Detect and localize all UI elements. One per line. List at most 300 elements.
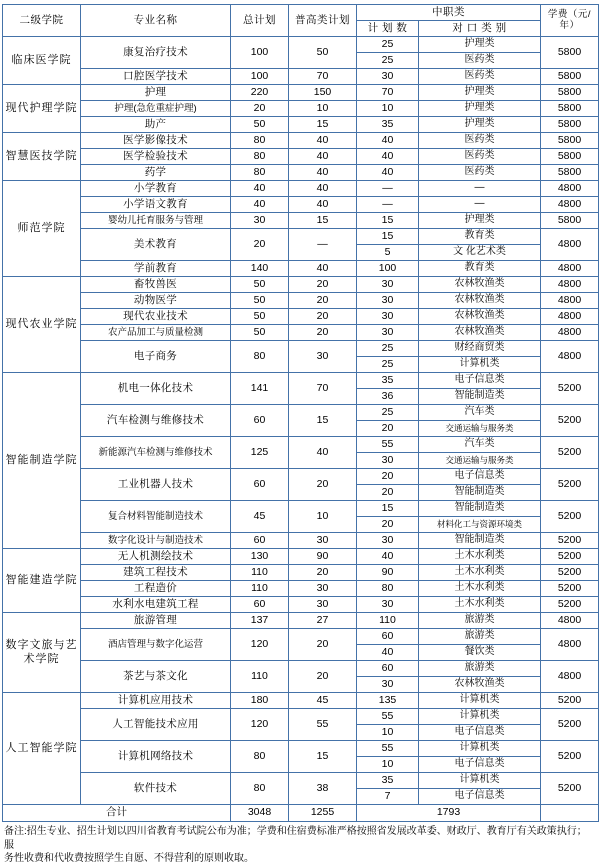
total-plan: 80	[231, 165, 289, 181]
table-row	[3, 549, 599, 565]
tuition-fee: 4800	[541, 341, 599, 373]
tuition-fee: 5200	[541, 565, 599, 581]
total-plan: 30	[231, 213, 289, 229]
vocational-plan: 35	[357, 373, 419, 389]
major-name: 水利水电建筑工程	[81, 597, 231, 613]
vocational-plan: 135	[357, 693, 419, 709]
table-footer	[3, 805, 599, 822]
total-plan-value: 3048	[231, 805, 289, 822]
total-plan: 40	[231, 197, 289, 213]
table-row	[3, 325, 599, 341]
vocational-type: 交通运输与服务类	[419, 453, 541, 469]
general-plan: 10	[289, 501, 357, 533]
tuition-fee: 5800	[541, 165, 599, 181]
vocational-type: 餐饮类	[419, 645, 541, 661]
enrollment-plan-table	[2, 4, 599, 822]
tuition-fee: 5200	[541, 469, 599, 501]
total-plan: 110	[231, 581, 289, 597]
vocational-type: 计算机类	[419, 709, 541, 725]
vocational-plan: 40	[357, 165, 419, 181]
vocational-type: 旅游类	[419, 629, 541, 645]
vocational-plan: 7	[357, 789, 419, 805]
vocational-type: 汽车类	[419, 405, 541, 421]
general-plan: 30	[289, 597, 357, 613]
vocational-type: —	[419, 197, 541, 213]
tuition-fee: 5200	[541, 773, 599, 805]
general-plan: 15	[289, 741, 357, 773]
general-plan: 90	[289, 549, 357, 565]
vocational-plan: 60	[357, 629, 419, 645]
general-plan: 40	[289, 165, 357, 181]
vocational-plan: 25	[357, 357, 419, 373]
vocational-type: 电子信息类	[419, 725, 541, 741]
general-plan: —	[289, 229, 357, 261]
vocational-type: 护理类	[419, 117, 541, 133]
vocational-type: 计算机类	[419, 773, 541, 789]
vocational-plan: 90	[357, 565, 419, 581]
vocational-type: 医药类	[419, 149, 541, 165]
vocational-plan: 40	[357, 549, 419, 565]
table-row	[3, 277, 599, 293]
vocational-type: 文 化艺术类	[419, 245, 541, 261]
table-row	[3, 533, 599, 549]
table-header	[3, 5, 599, 37]
major-name: 工程造价	[81, 581, 231, 597]
vocational-plan: 40	[357, 133, 419, 149]
footnote-line-2: 务性收费和代收费按照学生自愿、不得营利的原则收取。	[4, 853, 254, 864]
vocational-plan: 30	[357, 69, 419, 85]
general-plan: 40	[289, 181, 357, 197]
vocational-plan: 10	[357, 725, 419, 741]
vocational-type: 材料化工与资源环境类	[419, 517, 541, 533]
vocational-type: 计算机类	[419, 357, 541, 373]
table-row	[3, 181, 599, 197]
tuition-fee: 5200	[541, 405, 599, 437]
general-plan: 15	[289, 213, 357, 229]
total-plan: 40	[231, 181, 289, 197]
total-plan: 137	[231, 613, 289, 629]
tuition-fee: 4800	[541, 197, 599, 213]
general-plan: 20	[289, 661, 357, 693]
major-name: 医学影像技术	[81, 133, 231, 149]
major-name: 小学语文教育	[81, 197, 231, 213]
tuition-fee: 5800	[541, 213, 599, 229]
vocational-type: 电子信息类	[419, 757, 541, 773]
vocational-type: 农林牧渔类	[419, 677, 541, 693]
total-plan: 100	[231, 69, 289, 85]
table-row	[3, 341, 599, 357]
vocational-plan: 15	[357, 213, 419, 229]
tuition-fee: 5200	[541, 709, 599, 741]
general-plan: 10	[289, 101, 357, 117]
vocational-type: 电子信息类	[419, 469, 541, 485]
general-plan: 20	[289, 325, 357, 341]
general-plan: 20	[289, 293, 357, 309]
vocational-type: 护理类	[419, 37, 541, 53]
vocational-plan: 30	[357, 677, 419, 693]
major-name: 计算机网络技术	[81, 741, 231, 773]
vocational-plan: 100	[357, 261, 419, 277]
vocational-type: 旅游类	[419, 613, 541, 629]
vocational-type: 智能制造类	[419, 389, 541, 405]
total-plan: 100	[231, 37, 289, 69]
vocational-type: 护理类	[419, 85, 541, 101]
general-plan: 150	[289, 85, 357, 101]
vocational-type: 教育类	[419, 261, 541, 277]
vocational-type: 土木水利类	[419, 597, 541, 613]
vocational-plan: —	[357, 181, 419, 197]
tuition-fee: 5800	[541, 101, 599, 117]
general-plan: 27	[289, 613, 357, 629]
general-plan: 55	[289, 709, 357, 741]
table-row	[3, 629, 599, 645]
vocational-plan: 80	[357, 581, 419, 597]
vocational-plan: 15	[357, 501, 419, 517]
college-name: 人工智能学院	[3, 693, 81, 805]
college-name: 智慧医技学院	[3, 133, 81, 181]
table-row	[3, 613, 599, 629]
vocational-type: 农林牧渔类	[419, 309, 541, 325]
vocational-plan: 20	[357, 485, 419, 501]
vocational-plan: 55	[357, 709, 419, 725]
table-row	[3, 773, 599, 789]
total-plan: 50	[231, 277, 289, 293]
table-row	[3, 37, 599, 53]
vocational-plan: 30	[357, 293, 419, 309]
general-plan: 40	[289, 149, 357, 165]
total-plan: 60	[231, 533, 289, 549]
college-name: 师范学院	[3, 181, 81, 277]
table-row	[3, 101, 599, 117]
vocational-plan: 70	[357, 85, 419, 101]
table-row	[3, 405, 599, 421]
header-general-plan: 普高类计划	[289, 5, 357, 37]
tuition-fee: 5200	[541, 501, 599, 533]
general-plan: 30	[289, 533, 357, 549]
total-plan: 141	[231, 373, 289, 405]
vocational-type: 智能制造类	[419, 501, 541, 517]
vocational-type: 农林牧渔类	[419, 293, 541, 309]
tuition-fee: 5200	[541, 437, 599, 469]
vocational-plan: 25	[357, 53, 419, 69]
total-general-value: 1255	[289, 805, 357, 822]
college-name: 智能制造学院	[3, 373, 81, 549]
general-plan: 20	[289, 565, 357, 581]
vocational-type: 财经商贸类	[419, 341, 541, 357]
total-plan: 80	[231, 149, 289, 165]
tuition-fee: 4800	[541, 293, 599, 309]
vocational-plan: 110	[357, 613, 419, 629]
major-name: 康复治疗技术	[81, 37, 231, 69]
total-plan: 20	[231, 229, 289, 261]
major-name: 建筑工程技术	[81, 565, 231, 581]
tuition-fee: 5200	[541, 693, 599, 709]
table-row	[3, 709, 599, 725]
vocational-plan: 30	[357, 453, 419, 469]
table-row	[3, 469, 599, 485]
vocational-plan: 35	[357, 117, 419, 133]
total-plan: 60	[231, 405, 289, 437]
vocational-type: 护理类	[419, 213, 541, 229]
vocational-plan: 60	[357, 661, 419, 677]
table-row	[3, 149, 599, 165]
total-plan: 130	[231, 549, 289, 565]
vocational-plan: 20	[357, 517, 419, 533]
general-plan: 15	[289, 117, 357, 133]
major-name: 小学教育	[81, 181, 231, 197]
vocational-plan: 10	[357, 757, 419, 773]
major-name: 软件技术	[81, 773, 231, 805]
major-name: 新能源汽车检测与维修技术	[81, 437, 231, 469]
college-name: 现代护理学院	[3, 85, 81, 133]
vocational-type: 土木水利类	[419, 565, 541, 581]
table-row	[3, 693, 599, 709]
major-name: 茶艺与茶文化	[81, 661, 231, 693]
major-name: 美术教育	[81, 229, 231, 261]
table-row	[3, 741, 599, 757]
tuition-fee: 4800	[541, 229, 599, 261]
vocational-plan: 30	[357, 597, 419, 613]
vocational-type: 汽车类	[419, 437, 541, 453]
tuition-fee: 5800	[541, 117, 599, 133]
table-row	[3, 437, 599, 453]
header-vocational-type: 对 口 类 别	[419, 21, 541, 37]
table-body	[3, 37, 599, 805]
total-vocational-value: 1793	[357, 805, 541, 822]
major-name: 工业机器人技术	[81, 469, 231, 501]
table-row	[3, 117, 599, 133]
table-row	[3, 69, 599, 85]
total-plan: 50	[231, 309, 289, 325]
vocational-plan: 36	[357, 389, 419, 405]
vocational-type: 医药类	[419, 165, 541, 181]
table-row	[3, 661, 599, 677]
table-row	[3, 229, 599, 245]
header-major: 专业名称	[81, 5, 231, 37]
vocational-type: 医药类	[419, 53, 541, 69]
tuition-fee: 5800	[541, 69, 599, 85]
total-plan: 110	[231, 565, 289, 581]
vocational-type: 护理类	[419, 101, 541, 117]
tuition-fee: 5800	[541, 149, 599, 165]
general-plan: 40	[289, 437, 357, 469]
header-fee: 学费（元/年）	[541, 5, 599, 37]
table-row	[3, 213, 599, 229]
major-name: 畜牧兽医	[81, 277, 231, 293]
total-fee-blank	[541, 805, 599, 822]
major-name: 现代农业技术	[81, 309, 231, 325]
vocational-type: 计算机类	[419, 693, 541, 709]
total-plan: 80	[231, 133, 289, 149]
tuition-fee: 5800	[541, 37, 599, 69]
table-row	[3, 565, 599, 581]
total-plan: 60	[231, 597, 289, 613]
tuition-fee: 5200	[541, 549, 599, 565]
total-plan: 220	[231, 85, 289, 101]
vocational-plan: 55	[357, 741, 419, 757]
major-name: 数字化设计与制造技术	[81, 533, 231, 549]
total-plan: 140	[231, 261, 289, 277]
footnote-line-1: 备注:招生专业、招生计划以四川省教育考试院公布为准；学费和住宿费标准严格按照省发展改革委、财政厅、教育厅有关政策执行；服	[4, 826, 587, 851]
total-plan: 50	[231, 117, 289, 133]
total-label: 合计	[3, 805, 231, 822]
vocational-plan: 20	[357, 469, 419, 485]
total-plan: 180	[231, 693, 289, 709]
vocational-plan: 55	[357, 437, 419, 453]
header-total-plan: 总计划	[231, 5, 289, 37]
tuition-fee: 4800	[541, 181, 599, 197]
vocational-plan: 30	[357, 309, 419, 325]
vocational-type: 土木水利类	[419, 549, 541, 565]
major-name: 酒店管理与数字化运营	[81, 629, 231, 661]
vocational-plan: 25	[357, 341, 419, 357]
tuition-fee: 5200	[541, 741, 599, 773]
tuition-fee: 5200	[541, 597, 599, 613]
total-plan: 125	[231, 437, 289, 469]
table-row	[3, 197, 599, 213]
header-vocational-group: 中职类	[357, 5, 541, 21]
major-name: 计算机应用技术	[81, 693, 231, 709]
total-plan: 80	[231, 341, 289, 373]
general-plan: 20	[289, 277, 357, 293]
table-row	[3, 309, 599, 325]
table-row	[3, 373, 599, 389]
table-row	[3, 501, 599, 517]
vocational-type: 电子信息类	[419, 373, 541, 389]
vocational-plan: 30	[357, 533, 419, 549]
major-name: 护理	[81, 85, 231, 101]
vocational-plan: 10	[357, 101, 419, 117]
general-plan: 50	[289, 37, 357, 69]
vocational-plan: 40	[357, 645, 419, 661]
major-name: 电子商务	[81, 341, 231, 373]
tuition-fee: 4800	[541, 325, 599, 341]
general-plan: 70	[289, 373, 357, 405]
vocational-plan: 15	[357, 229, 419, 245]
general-plan: 70	[289, 69, 357, 85]
major-name: 医学检验技术	[81, 149, 231, 165]
tuition-fee: 5800	[541, 85, 599, 101]
tuition-fee: 5200	[541, 533, 599, 549]
total-plan: 120	[231, 629, 289, 661]
vocational-type: 农林牧渔类	[419, 325, 541, 341]
table-row	[3, 85, 599, 101]
major-name: 口腔医学技术	[81, 69, 231, 85]
table-row	[3, 597, 599, 613]
vocational-type: 智能制造类	[419, 485, 541, 501]
major-name: 动物医学	[81, 293, 231, 309]
vocational-type: —	[419, 181, 541, 197]
major-name: 汽车检测与维修技术	[81, 405, 231, 437]
vocational-plan: 20	[357, 421, 419, 437]
general-plan: 20	[289, 469, 357, 501]
major-name: 药学	[81, 165, 231, 181]
vocational-type: 旅游类	[419, 661, 541, 677]
total-plan: 80	[231, 741, 289, 773]
table-row	[3, 133, 599, 149]
vocational-type: 土木水利类	[419, 581, 541, 597]
general-plan: 20	[289, 309, 357, 325]
header-row-1	[3, 5, 599, 21]
total-plan: 45	[231, 501, 289, 533]
total-plan: 110	[231, 661, 289, 693]
tuition-fee: 4800	[541, 661, 599, 693]
tuition-fee: 5200	[541, 373, 599, 405]
major-name: 机电一体化技术	[81, 373, 231, 405]
vocational-plan: 25	[357, 37, 419, 53]
total-plan: 20	[231, 101, 289, 117]
vocational-type: 交通运输与服务类	[419, 421, 541, 437]
vocational-type: 计算机类	[419, 741, 541, 757]
general-plan: 30	[289, 581, 357, 597]
tuition-fee: 5200	[541, 581, 599, 597]
major-name: 学前教育	[81, 261, 231, 277]
tuition-fee: 4800	[541, 613, 599, 629]
major-name: 旅游管理	[81, 613, 231, 629]
vocational-plan: 30	[357, 277, 419, 293]
vocational-type: 农林牧渔类	[419, 277, 541, 293]
general-plan: 40	[289, 197, 357, 213]
major-name: 护理(急危重症护理)	[81, 101, 231, 117]
vocational-type: 电子信息类	[419, 789, 541, 805]
header-vocational-plan: 计 划 数	[357, 21, 419, 37]
table-row	[3, 293, 599, 309]
general-plan: 30	[289, 341, 357, 373]
vocational-type: 智能制造类	[419, 533, 541, 549]
vocational-plan: 35	[357, 773, 419, 789]
tuition-fee: 4800	[541, 309, 599, 325]
vocational-type: 医药类	[419, 133, 541, 149]
major-name: 无人机测绘技术	[81, 549, 231, 565]
total-plan: 80	[231, 773, 289, 805]
tuition-fee: 4800	[541, 629, 599, 661]
general-plan: 20	[289, 629, 357, 661]
vocational-plan: —	[357, 197, 419, 213]
vocational-plan: 5	[357, 245, 419, 261]
total-plan: 50	[231, 325, 289, 341]
major-name: 农产品加工与质量检测	[81, 325, 231, 341]
college-name: 现代农业学院	[3, 277, 81, 373]
footnote	[2, 825, 598, 866]
vocational-plan: 25	[357, 405, 419, 421]
major-name: 助产	[81, 117, 231, 133]
total-row	[3, 805, 599, 822]
tuition-fee: 4800	[541, 261, 599, 277]
college-name: 临床医学院	[3, 37, 81, 85]
table-row	[3, 261, 599, 277]
table-row	[3, 165, 599, 181]
table-row	[3, 581, 599, 597]
college-name: 数字文旅与艺术学院	[3, 613, 81, 693]
vocational-plan: 40	[357, 149, 419, 165]
total-plan: 50	[231, 293, 289, 309]
tuition-fee: 4800	[541, 277, 599, 293]
major-name: 婴幼儿托育服务与管理	[81, 213, 231, 229]
major-name: 人工智能技术应用	[81, 709, 231, 741]
general-plan: 40	[289, 261, 357, 277]
vocational-type: 医药类	[419, 69, 541, 85]
general-plan: 40	[289, 133, 357, 149]
total-plan: 60	[231, 469, 289, 501]
college-name: 智能建造学院	[3, 549, 81, 613]
major-name: 复合材料智能制造技术	[81, 501, 231, 533]
header-college: 二级学院	[3, 5, 81, 37]
total-plan: 120	[231, 709, 289, 741]
general-plan: 45	[289, 693, 357, 709]
general-plan: 38	[289, 773, 357, 805]
tuition-fee: 5800	[541, 133, 599, 149]
vocational-type: 教育类	[419, 229, 541, 245]
